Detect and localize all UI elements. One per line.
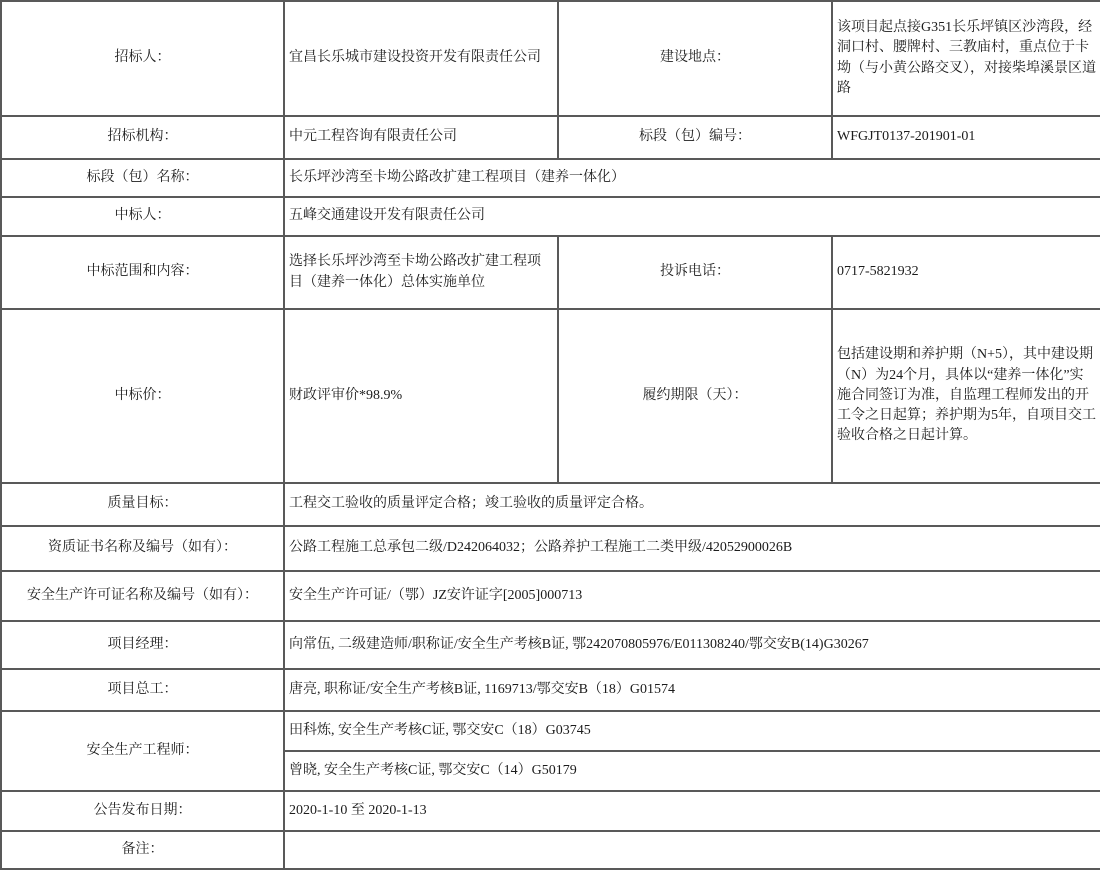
chief-engineer-value: 唐亮, 职称证/安全生产考核B证, 1169713/鄂交安B（18）G01574 bbox=[284, 669, 1100, 711]
complaint-phone-label: 投诉电话： bbox=[558, 236, 832, 309]
bid-scope-label: 中标范围和内容： bbox=[1, 236, 284, 309]
project-manager-label: 项目经理： bbox=[1, 621, 284, 669]
tenderer-label: 招标人： bbox=[1, 1, 284, 116]
section-number-label: 标段（包）编号： bbox=[558, 116, 832, 159]
table-row bbox=[1, 309, 1100, 483]
qualification-cert-label: 资质证书名称及编号（如有）： bbox=[1, 526, 284, 571]
performance-period-value: 包括建设期和养护期（N+5），其中建设期（N）为24个月，具体以“建养一体化”实施合同签订为准，自监理工程师发出的开工令之日起算；养护期为5年，自项目交工验收合格之日起计算。 bbox=[832, 309, 1100, 483]
table-row bbox=[1, 159, 1100, 197]
bid-price-label: 中标价： bbox=[1, 309, 284, 483]
announcement-date-value: 2020-1-10 至 2020-1-13 bbox=[284, 791, 1100, 831]
quality-target-label: 质量目标： bbox=[1, 483, 284, 526]
qualification-cert-value: 公路工程施工总承包二级/D242064032；公路养护工程施工二类甲级/42052900026B bbox=[284, 526, 1100, 571]
construction-site-label: 建设地点： bbox=[558, 1, 832, 116]
table-row bbox=[1, 526, 1100, 571]
winning-bidder-label: 中标人： bbox=[1, 197, 284, 236]
bid-price-value: 财政评审价*98.9% bbox=[284, 309, 558, 483]
table-row bbox=[1, 711, 1100, 751]
tenderer-value: 宜昌长乐城市建设投资开发有限责任公司 bbox=[284, 1, 558, 116]
table-row bbox=[1, 197, 1100, 236]
tender-agency-value: 中元工程咨询有限责任公司 bbox=[284, 116, 558, 159]
tender-agency-label: 招标机构： bbox=[1, 116, 284, 159]
remarks-label: 备注： bbox=[1, 831, 284, 869]
chief-engineer-label: 项目总工： bbox=[1, 669, 284, 711]
performance-period-label: 履约期限（天）： bbox=[558, 309, 832, 483]
section-number-value: WFGJT0137-201901-01 bbox=[832, 116, 1100, 159]
section-name-value: 长乐坪沙湾至卡坳公路改扩建工程项目（建养一体化） bbox=[284, 159, 1100, 197]
safety-license-value: 安全生产许可证/（鄂）JZ安许证字[2005]000713 bbox=[284, 571, 1100, 621]
complaint-phone-value: 0717-5821932 bbox=[832, 236, 1100, 309]
safety-engineer-value-1: 田科炼, 安全生产考核C证, 鄂交安C（18）G03745 bbox=[284, 711, 1100, 751]
table-row bbox=[1, 571, 1100, 621]
winning-bidder-value: 五峰交通建设开发有限责任公司 bbox=[284, 197, 1100, 236]
safety-engineer-value-2: 曾晓, 安全生产考核C证, 鄂交安C（14）G50179 bbox=[284, 751, 1100, 791]
table-row bbox=[1, 1, 1100, 116]
construction-site-value: 该项目起点接G351长乐坪镇区沙湾段，经洞口村、腰牌村、三教庙村，重点位于卡坳（与小黄公路交叉），对接柴埠溪景区道路 bbox=[832, 1, 1100, 116]
table-row bbox=[1, 483, 1100, 526]
announcement-date-label: 公告发布日期： bbox=[1, 791, 284, 831]
project-manager-value: 向常伍, 二级建造师/职称证/安全生产考核B证, 鄂242070805976/E011308240/鄂交安B(14)G30267 bbox=[284, 621, 1100, 669]
remarks-value bbox=[284, 831, 1100, 869]
bid-scope-value: 选择长乐坪沙湾至卡坳公路改扩建工程项目（建养一体化）总体实施单位 bbox=[284, 236, 558, 309]
table-row bbox=[1, 669, 1100, 711]
safety-license-label: 安全生产许可证名称及编号（如有）： bbox=[1, 571, 284, 621]
table-row bbox=[1, 236, 1100, 309]
table-row bbox=[1, 116, 1100, 159]
table-row bbox=[1, 831, 1100, 869]
safety-engineer-label: 安全生产工程师： bbox=[1, 711, 284, 791]
table-row bbox=[1, 621, 1100, 669]
table-row bbox=[1, 791, 1100, 831]
section-name-label: 标段（包）名称： bbox=[1, 159, 284, 197]
quality-target-value: 工程交工验收的质量评定合格；竣工验收的质量评定合格。 bbox=[284, 483, 1100, 526]
